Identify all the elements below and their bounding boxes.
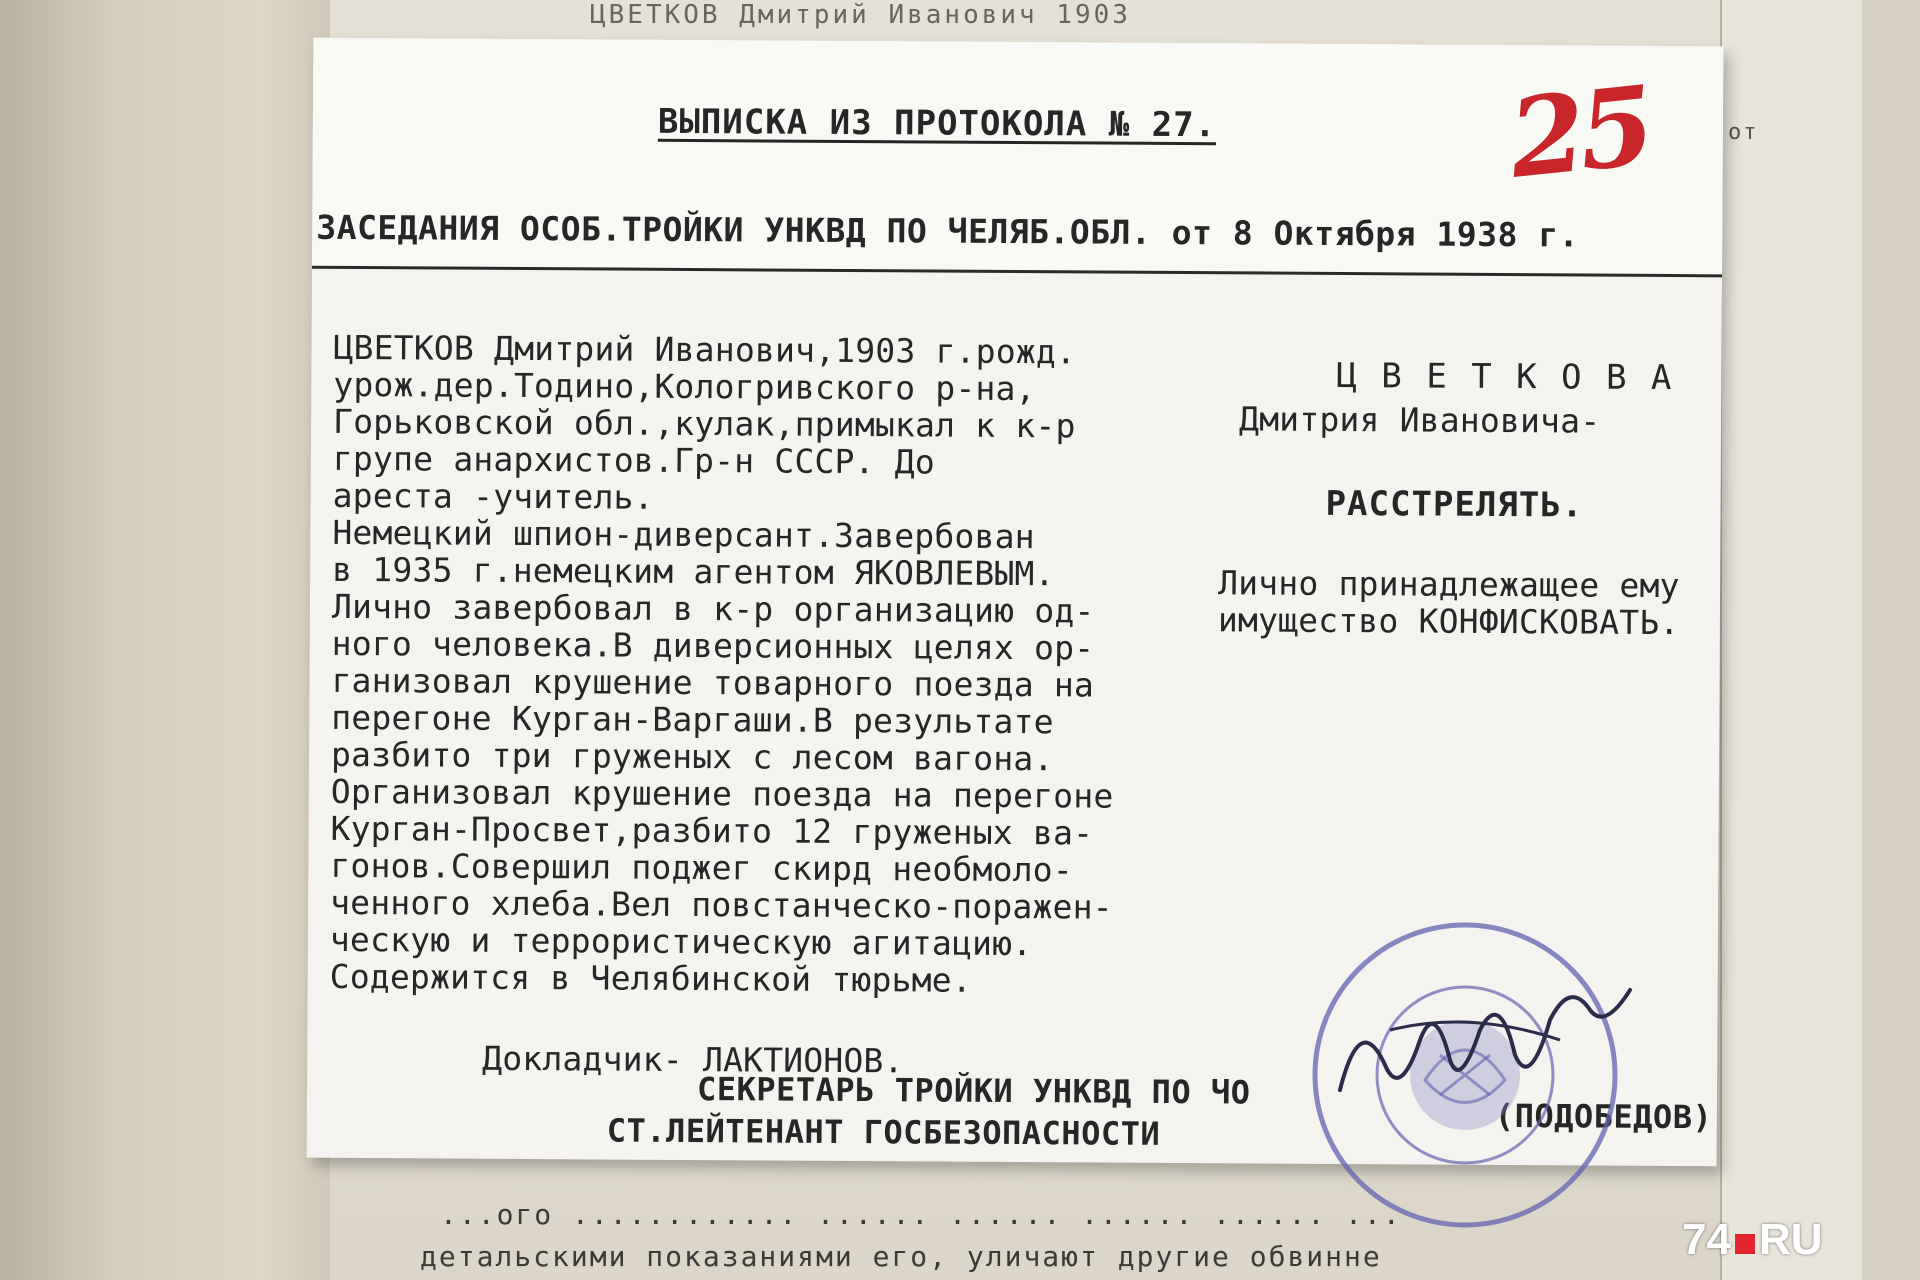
secretary-rank: СТ.ЛЕЙТЕНАНТ ГОСБЕЗОПАСНОСТИ: [606, 1111, 1161, 1153]
case-line: Курган-Просвет,разбито 12 груженых ва-: [330, 808, 1094, 853]
case-line: в 1935 г.немецким агентом ЯКОВЛЕВЫМ.: [332, 549, 1055, 594]
case-line: ганизовал крушение товарного поезда на: [331, 660, 1095, 705]
case-line: ареста -учитель.: [332, 475, 654, 517]
underlying-page-bottom-line-1: ...ого ............ ...... ...... ...... ...... ...: [440, 1198, 1402, 1231]
logo-square-icon: [1735, 1234, 1755, 1254]
adjacent-page-text: от: [1728, 120, 1759, 145]
case-line: Горьковской обл.,кулак,примыкал к к-р: [332, 401, 1076, 446]
handwritten-page-number: 25: [1503, 63, 1655, 203]
case-line: Организовал крушение поезда на перегоне: [330, 771, 1114, 816]
property-line-1: Лично принадлежащее ему: [1218, 563, 1680, 606]
secretary-title: СЕКРЕТАРЬ ТРОЙКИ УНКВД ПО ЧО: [696, 1070, 1251, 1112]
case-line: урож.дер.Тодино,Кологривского р-на,: [333, 364, 1036, 409]
document-subtitle: ЗАСЕДАНИЯ ОСОБ.ТРОЙКИ УНКВД ПО ЧЕЛЯБ.ОБЛ. от 8 Октября 1938 г.: [316, 207, 1580, 255]
case-line: Содержится в Челябинской тюрьме.: [329, 956, 972, 1000]
case-line: ческую и террористическую агитацию.: [329, 919, 1033, 964]
secretary-name: (ПОДОБЕДОВ): [1494, 1096, 1713, 1137]
case-line: Немецкий шпион-диверсант.Завербован: [332, 512, 1035, 557]
reporter-line: Докладчик- ЛАКТИОНОВ.: [482, 1038, 904, 1081]
case-line: ченного хлеба.Вел повстанческо-поражен-: [330, 882, 1113, 927]
case-line: ного человека.В диверсионных целях ор-: [331, 623, 1095, 668]
site-logo: 74 RU: [1682, 1215, 1823, 1264]
case-line: перегоне Курган-Варгаши.В результате: [331, 697, 1054, 742]
case-line: групе анархистов.Гр-н СССР. До: [332, 438, 936, 482]
case-line: гонов.Совершил поджег скирд необмоло-: [330, 845, 1073, 890]
convict-name: Дмитрия Ивановича-: [1239, 399, 1601, 441]
adjacent-page: [1720, 0, 1920, 1280]
document-title: ВЫПИСКА ИЗ ПРОТОКОЛА № 27.: [657, 101, 1217, 146]
case-line: ЦВЕТКОВ Дмитрий Иванович,1903 г.рожд.: [333, 327, 1077, 372]
property-line-2: имущество КОНФИСКОВАТЬ.: [1217, 600, 1680, 643]
underlying-page-bottom-line-2: детальскими показаниями его, уличают другие обвинне: [420, 1240, 1382, 1273]
verdict-text: РАССТРЕЛЯТЬ.: [1325, 483, 1584, 526]
underlying-page-top-text: ЦВЕТКОВ Дмитрий Иванович 1903: [590, 0, 1131, 30]
case-line: Лично завербовал в к-р организацию од-: [331, 586, 1095, 631]
convict-surname: Ц В Е Т К О В А: [1336, 355, 1674, 399]
signature-icon: [1330, 970, 1650, 1120]
case-line: разбито три груженых с лесом вагона.: [330, 734, 1054, 779]
